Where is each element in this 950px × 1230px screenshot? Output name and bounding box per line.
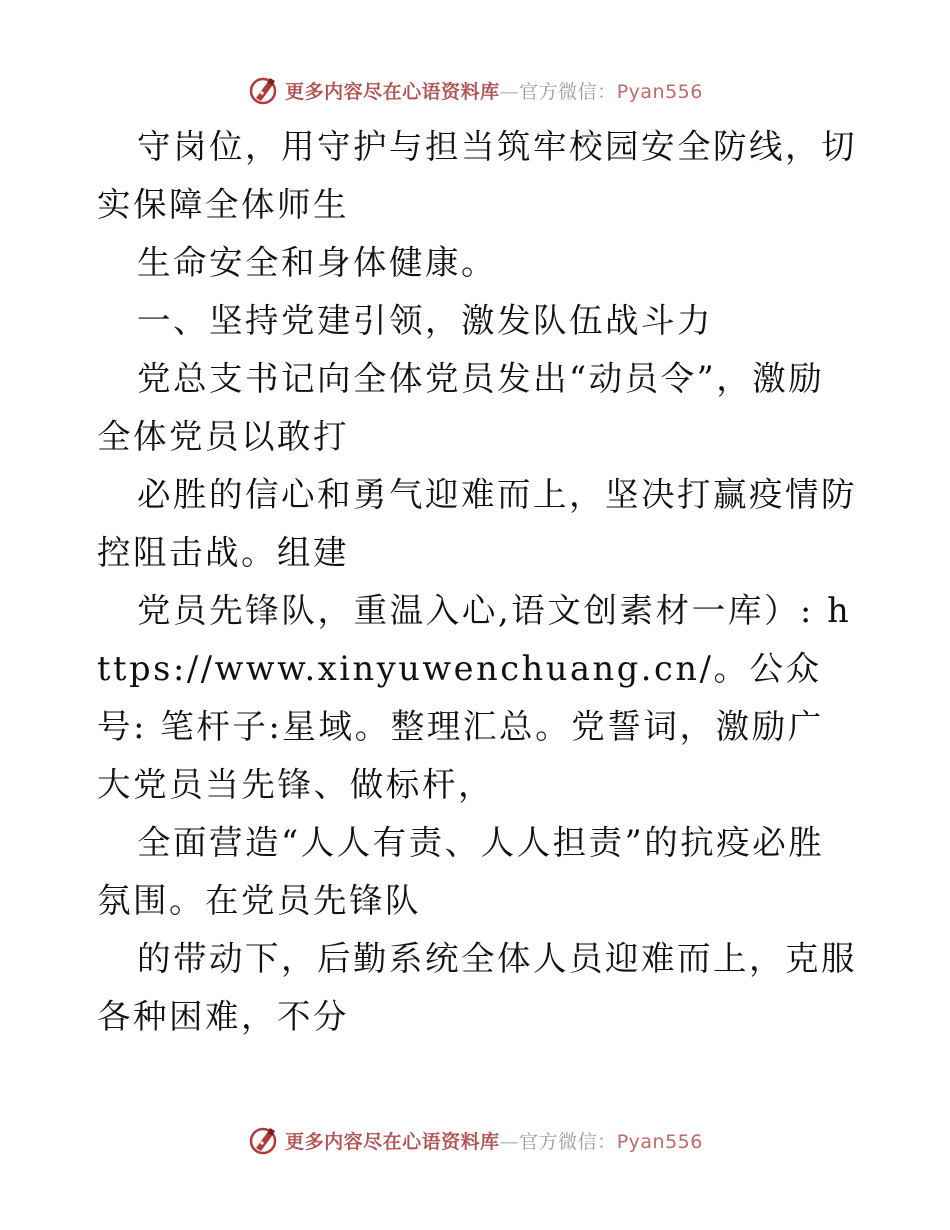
- document-body: [97, 118, 857, 1046]
- paragraph-2: 生命安全和身体健康。: [137, 243, 497, 282]
- pen-nib-logo-icon: [247, 1124, 279, 1156]
- paragraph-3: 党总支书记向全体党员发出“动员令”，激励全体党员以敢打: [97, 359, 825, 456]
- header-banner-text: [285, 77, 703, 104]
- header-site-name: 更多内容尽在心语资料库: [285, 80, 500, 103]
- paragraph-6: 全面营造“人人有责、人人担责”的抗疫必胜氛围。在党员先锋队: [97, 823, 825, 920]
- paragraph-5: 党员先锋队，重温入心,语文创素材一库）: https://www.xinyuwenchuang.cn/。公众号: 笔杆子:星域。整理汇总。党誓词，激励广大党员当先锋、做标杆，: [97, 591, 852, 804]
- header-wechat-label: 官方微信：: [519, 80, 617, 103]
- paragraph-1: 守岗位，用守护与担当筑牢校园安全防线，切实保障全体师生: [97, 127, 857, 224]
- header-watermark-banner: [0, 70, 950, 110]
- footer-site-name: 更多内容尽在心语资料库: [285, 1130, 500, 1153]
- footer-banner-text: [285, 1127, 703, 1154]
- footer-separator: —: [499, 1130, 520, 1153]
- section-heading: 一、坚持党建引领，激发队伍战斗力: [137, 301, 713, 340]
- header-wechat-id: Pyan556: [616, 80, 703, 103]
- paragraph-7: 的带动下，后勤系统全体人员迎难而上，克服各种困难，不分: [97, 939, 857, 1036]
- footer-wechat-label: 官方微信：: [519, 1130, 617, 1153]
- header-separator: —: [499, 80, 520, 103]
- footer-watermark-banner: [0, 1120, 950, 1160]
- pen-nib-logo-icon: [247, 74, 279, 106]
- footer-wechat-id: Pyan556: [616, 1130, 703, 1153]
- paragraph-4: 必胜的信心和勇气迎难而上，坚决打赢疫情防控阻击战。组建: [97, 475, 857, 572]
